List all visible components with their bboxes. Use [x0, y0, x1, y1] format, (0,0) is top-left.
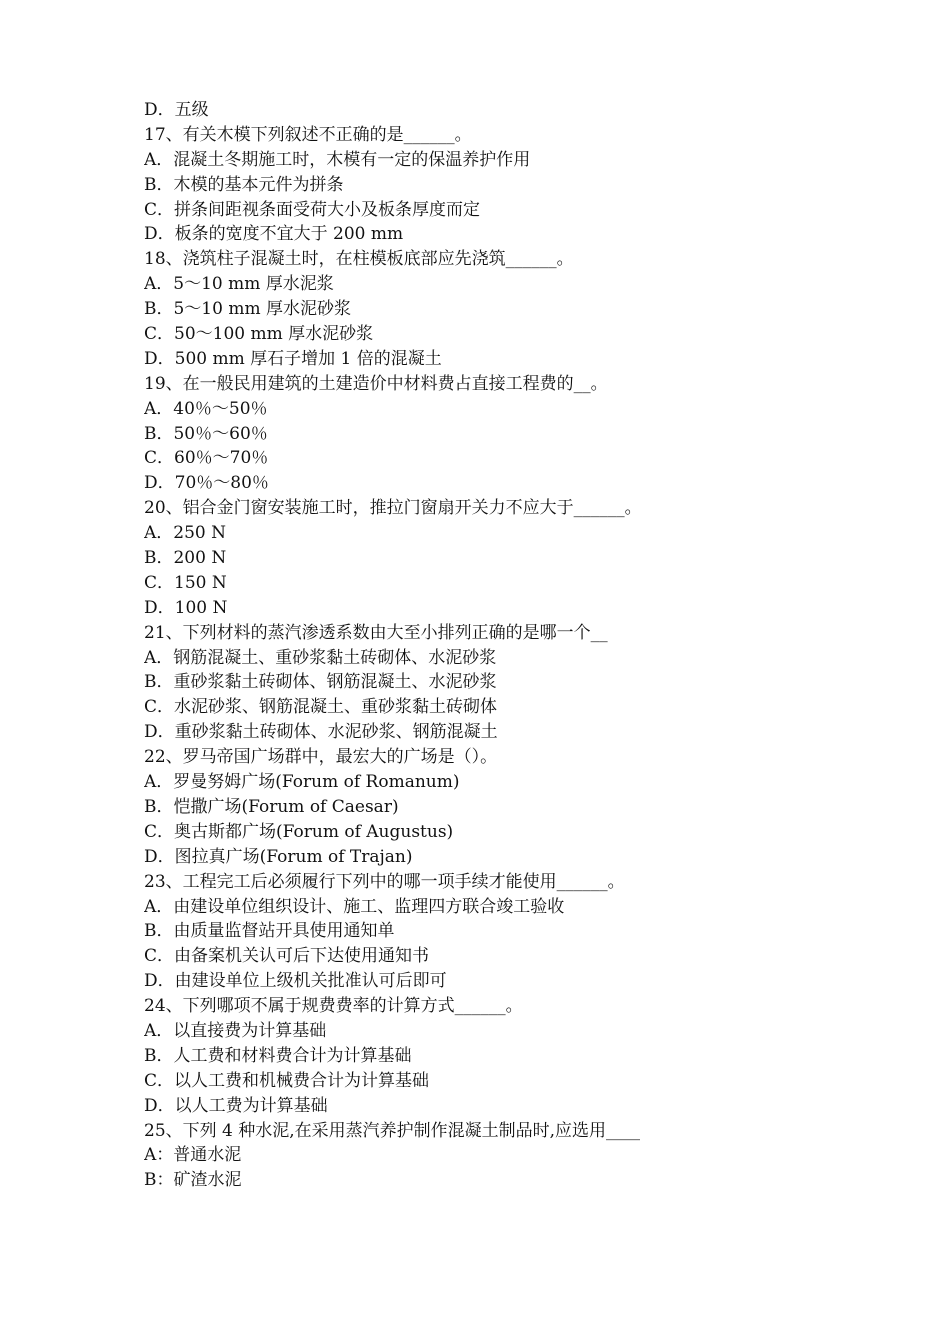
option-line: C．60％～70％ [144, 448, 269, 469]
option-line: B．200 N [144, 548, 227, 569]
option-line: B．由质量监督站开具使用通知单 [144, 921, 395, 942]
question-23: 23、工程完工后必须履行下列中的哪一项手续才能使用______。 [144, 871, 625, 892]
question-17: 17、有关木模下列叙述不正确的是______。 [144, 124, 472, 145]
option-line: B．恺撒广场(Forum of Caesar) [144, 796, 399, 817]
option-line: A．5～10 mm 厚水泥浆 [144, 274, 334, 295]
option-line: B：矿渣水泥 [144, 1170, 242, 1191]
text-line: D．五级 [144, 100, 209, 120]
option-line: C．50～100 mm 厚水泥砂浆 [144, 324, 374, 345]
option-line: A．混凝土冬期施工时，木模有一定的保温养护作用 [144, 149, 531, 170]
option-line: C．水泥砂浆、钢筋混凝土、重砂浆黏土砖砌体 [144, 697, 498, 718]
option-line: B．50％～60％ [144, 423, 268, 444]
option-line: A：普通水泥 [144, 1145, 242, 1166]
document-body [144, 98, 844, 1193]
option-line: A．250 N [144, 523, 227, 544]
question-21: 21、下列材料的蒸汽渗透系数由大至小排列正确的是哪一个__ [144, 622, 608, 643]
option-line: A．由建设单位组织设计、施工、监理四方联合竣工验收 [144, 896, 565, 917]
question-24: 24、下列哪项不属于规费费率的计算方式______。 [144, 996, 523, 1017]
question-20: 20、铝合金门窗安装施工时，推拉门窗扇开关力不应大于______。 [144, 498, 642, 519]
option-line: B．木模的基本元件为拼条 [144, 174, 344, 195]
option-line: C．由备案机关认可后下达使用通知书 [144, 946, 430, 967]
option-line: B．人工费和材料费合计为计算基础 [144, 1045, 412, 1066]
option-line: C．拼条间距视条面受荷大小及板条厚度而定 [144, 199, 481, 220]
option-line: C．150 N [144, 572, 227, 593]
question-18: 18、浇筑柱子混凝土时，在柱模板底部应先浇筑______。 [144, 249, 574, 270]
option-line: B．重砂浆黏土砖砌体、钢筋混凝土、水泥砂浆 [144, 672, 497, 693]
question-25: 25、下列 4 种水泥,在采用蒸汽养护制作混凝土制品时,应选用____ [144, 1120, 641, 1141]
option-line: D．图拉真广场(Forum of Trajan) [144, 846, 413, 867]
option-line: A．以直接费为计算基础 [144, 1020, 327, 1041]
option-line: D．500 mm 厚石子增加 1 倍的混凝土 [144, 348, 442, 369]
option-line: D．100 N [144, 597, 228, 618]
option-line: C．以人工费和机械费合计为计算基础 [144, 1070, 430, 1091]
option-line: D．以人工费为计算基础 [144, 1095, 328, 1116]
option-line: B．5～10 mm 厚水泥砂浆 [144, 299, 351, 320]
option-line: A．罗曼努姆广场(Forum of Romanum) [144, 772, 460, 793]
option-line: D．由建设单位上级机关批准认可后即可 [144, 971, 447, 992]
question-19: 19、在一般民用建筑的土建造价中材料费占直接工程费的__。 [144, 373, 608, 394]
option-line: A．钢筋混凝土、重砂浆黏土砖砌体、水泥砂浆 [144, 647, 497, 668]
option-line: A．40％～50％ [144, 398, 268, 419]
option-line: C．奥古斯都广场(Forum of Augustus) [144, 821, 454, 842]
option-line: D．70％～80％ [144, 473, 269, 494]
option-line: D．重砂浆黏土砖砌体、水泥砂浆、钢筋混凝土 [144, 722, 498, 743]
question-22: 22、罗马帝国广场群中，最宏大的广场是（）。 [144, 747, 498, 768]
option-line: D．板条的宽度不宜大于 200 mm [144, 224, 404, 245]
